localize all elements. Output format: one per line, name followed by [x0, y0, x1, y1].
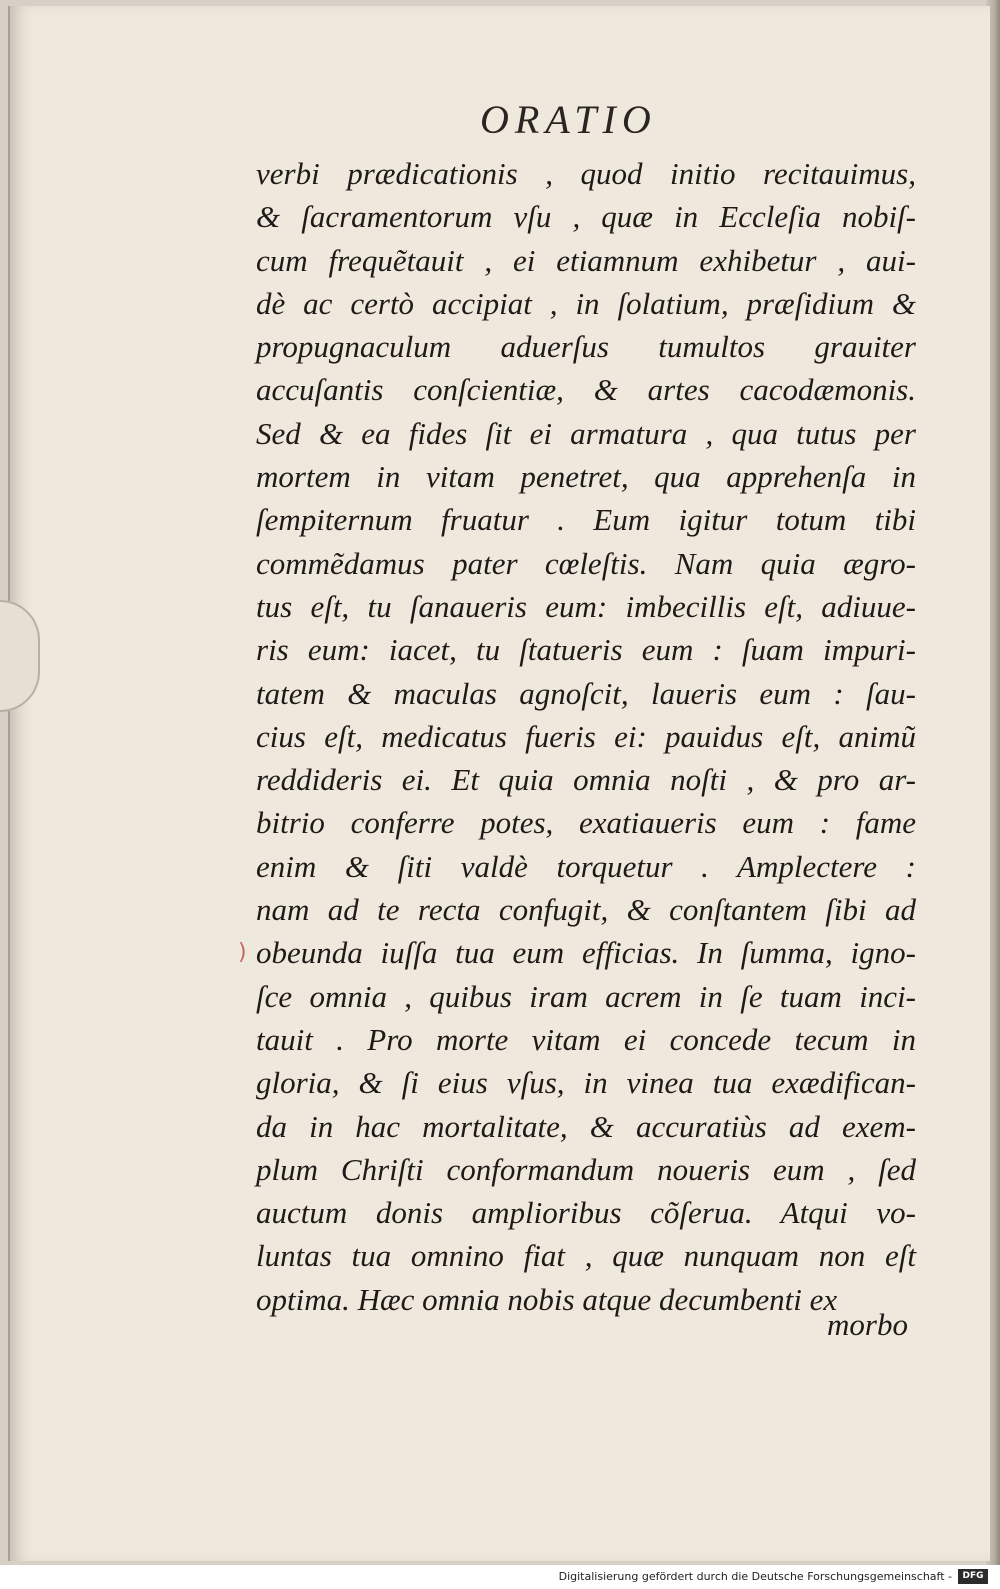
- text-line: bitrio conferre potes, exatiaueris eum : fame: [256, 805, 916, 841]
- text-line: ſce omnia , quibus iram acrem in ſe tuam inci-: [256, 978, 916, 1014]
- text-line: cum frequẽtauit , ei etiamnum exhibetur , aui-: [256, 242, 916, 278]
- footer-bar: [0, 1565, 1000, 1589]
- red-margin-mark: ): [238, 940, 247, 965]
- running-head: ORATIO: [480, 97, 657, 142]
- text-line: enim & ſiti valdè torquetur . Amplectere :: [256, 848, 916, 884]
- text-line: auctum donis amplioribus cõſerua. Atqui vo-: [256, 1195, 916, 1231]
- text-line: ris eum: iacet, tu ſtatueris eum : ſuam impuri-: [256, 632, 916, 668]
- text-line: reddideris ei. Et quia omnia noſti , & pro ar-: [256, 762, 916, 798]
- text-line: gloria, & ſi eius vſus, in vinea tua exædifican-: [256, 1065, 916, 1101]
- text-line: tatem & maculas agnoſcit, laueris eum : ſau-: [256, 675, 916, 711]
- text-line: commẽdamus pater cœleſtis. Nam quia ægro-: [256, 545, 916, 581]
- text-line: obeunda iuſſa tua eum efficias. In ſumma, igno-: [256, 935, 916, 971]
- text-line: plum Chriſti conformandum noueris eum , ſed: [256, 1151, 916, 1187]
- text-line: & ſacramentorum vſu , quæ in Eccleſia nobiſ-: [256, 199, 916, 235]
- text-line: tus eſt, tu ſanaueris eum: imbecillis eſt, adiuue-: [256, 588, 916, 624]
- text-line: optima. Hæc omnia nobis atque decumbenti ex: [256, 1281, 838, 1317]
- text-line: tauit . Pro morte vitam ei concede tecum in: [256, 1021, 916, 1057]
- text-line: nam ad te recta confugit, & conſtantem ſibi ad: [256, 892, 916, 928]
- page-body-text: [256, 152, 916, 1321]
- text-line: luntas tua omnino fiat , quæ nunquam non eſt: [256, 1238, 916, 1274]
- text-line: ſempiternum fruatur . Eum igitur totum tibi: [256, 502, 916, 538]
- text-line: accuſantis conſcientiæ, & artes cacodæmonis.: [256, 372, 916, 408]
- text-line: mortem in vitam penetret, qua apprehenſa in: [256, 459, 916, 495]
- text-line: cius eſt, medicatus fueris ei: pauidus eſt, animũ: [256, 718, 916, 754]
- footer-credit: Digitalisierung gefördert durch die Deutsche Forschungsgemeinschaft -: [558, 1570, 952, 1583]
- text-line: verbi prædicationis , quod initio recitauimus,: [256, 156, 916, 191]
- text-line: Sed & ea fides ſit ei armatura , qua tutus per: [256, 415, 916, 451]
- text-line: dè ac certò accipiat , in ſolatium, præſidium &: [256, 285, 916, 321]
- text-line: propugnaculum aduerſus tumultos grauiter: [256, 329, 916, 365]
- catchword: morbo: [827, 1307, 908, 1342]
- text-line: da in hac mortalitate, & accuratiùs ad exem-: [256, 1108, 916, 1144]
- dfg-logo-icon: DFG: [958, 1569, 988, 1584]
